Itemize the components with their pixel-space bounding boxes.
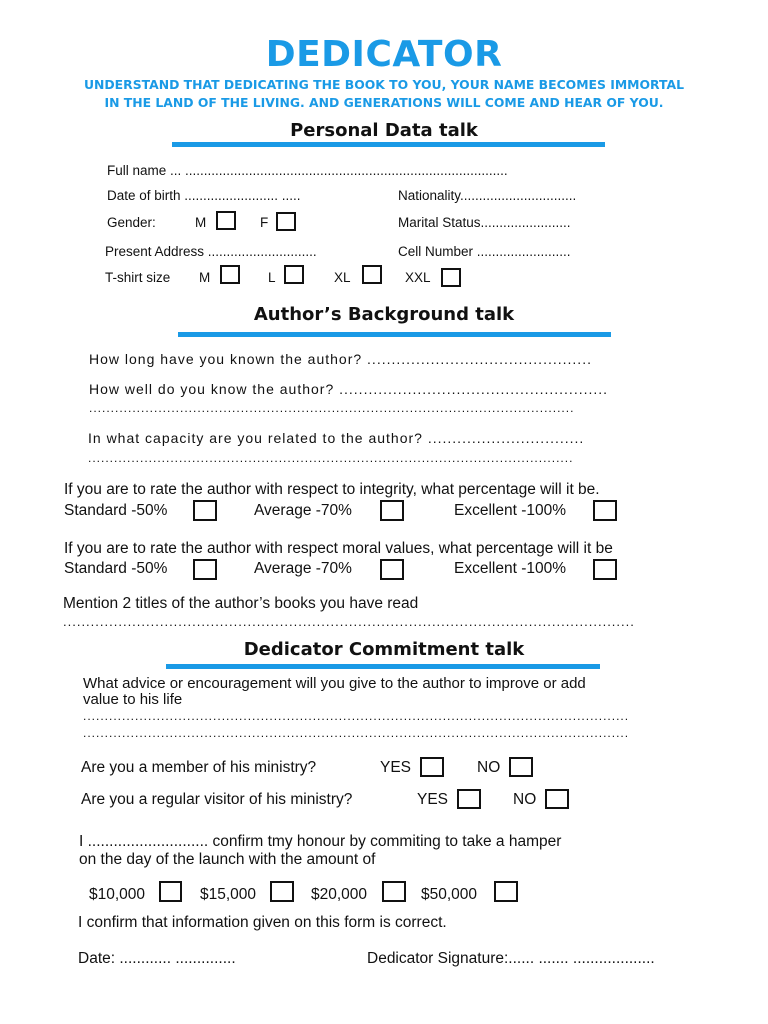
confirm-hamper-line-1[interactable]: I ............................ confirm tmy honour by commiting to take a hamper xyxy=(79,833,562,850)
moral-average-label: Average -70% xyxy=(254,560,352,577)
member-question: Are you a member of his ministry? xyxy=(81,759,317,776)
gender-f-label: F xyxy=(260,215,269,230)
advice-field-line-1[interactable]: .............................................................................................................................. xyxy=(83,709,630,723)
signature-field[interactable]: Dedicator Signature:...... ....... ................... xyxy=(367,950,655,967)
date-field[interactable]: Date: ............ .............. xyxy=(78,950,236,967)
visitor-no-label: NO xyxy=(513,791,537,808)
gender-label: Gender: xyxy=(107,215,156,230)
integrity-excellent-checkbox[interactable] xyxy=(593,500,617,521)
amount-15000-checkbox[interactable] xyxy=(270,881,294,902)
integrity-excellent-label: Excellent -100% xyxy=(454,502,567,519)
moral-excellent-label: Excellent -100% xyxy=(454,560,567,577)
how-well-continuation[interactable]: ................................................................................................................ xyxy=(89,401,575,415)
amount-50000-label: $50,000 xyxy=(421,886,478,903)
capacity-continuation[interactable]: ................................................................................................................ xyxy=(88,451,574,465)
amount-10000-checkbox[interactable] xyxy=(159,881,182,902)
moral-standard-checkbox[interactable] xyxy=(193,559,217,580)
tshirt-size-label: T-shirt size xyxy=(105,270,171,285)
titles-field[interactable]: ............................................................................................................................ xyxy=(63,614,635,629)
gender-f-checkbox[interactable] xyxy=(276,212,296,231)
advice-field-line-2[interactable]: .............................................................................................................................. xyxy=(83,726,630,740)
member-yes-checkbox[interactable] xyxy=(420,757,444,777)
present-address-field[interactable]: Present Address ............................. xyxy=(105,244,317,259)
gender-m-label: M xyxy=(195,215,207,230)
integrity-average-label: Average -70% xyxy=(254,502,352,519)
visitor-no-checkbox[interactable] xyxy=(545,789,569,809)
amount-15000-label: $15,000 xyxy=(200,886,257,903)
size-xl-label: XL xyxy=(334,270,351,285)
amount-10000-label: $10,000 xyxy=(89,886,146,903)
confirm-information: I confirm that information given on this form is correct. xyxy=(78,914,447,931)
personal-heading-rule xyxy=(172,142,605,147)
how-long-field[interactable]: How long have you known the author? .............................................. xyxy=(89,351,592,367)
size-m-label: M xyxy=(199,270,211,285)
visitor-question: Are you a regular visitor of his ministry? xyxy=(81,791,353,808)
confirm-hamper-line-2: on the day of the launch with the amount of xyxy=(79,851,376,868)
amount-20000-label: $20,000 xyxy=(311,886,368,903)
nationality-field[interactable]: Nationality............................... xyxy=(398,188,577,203)
size-l-label: L xyxy=(268,270,276,285)
marital-status-field[interactable]: Marital Status........................ xyxy=(398,215,571,230)
integrity-standard-checkbox[interactable] xyxy=(193,500,217,521)
gender-m-checkbox[interactable] xyxy=(216,211,236,230)
member-no-checkbox[interactable] xyxy=(509,757,533,777)
size-xxl-label: XXL xyxy=(405,270,431,285)
advice-question-line-1: What advice or encouragement will you give to the author to improve or add xyxy=(83,675,586,692)
full-name-field[interactable]: Full name ... ...................................................................................... xyxy=(107,163,508,178)
amount-20000-checkbox[interactable] xyxy=(382,881,406,902)
commitment-heading: Dedicator Commitment talk xyxy=(243,639,525,660)
moral-question: If you are to rate the author with respect moral values, what percentage will it be xyxy=(64,540,613,557)
how-well-field[interactable]: How well do you know the author? ....................................................... xyxy=(89,381,609,397)
integrity-standard-label: Standard -50% xyxy=(64,502,168,519)
integrity-question: If you are to rate the author with respect to integrity, what percentage will it be. xyxy=(64,481,600,498)
amount-50000-checkbox[interactable] xyxy=(494,881,518,902)
size-m-checkbox[interactable] xyxy=(220,265,240,284)
visitor-yes-label: YES xyxy=(417,791,449,808)
member-yes-label: YES xyxy=(380,759,412,776)
size-xxl-checkbox[interactable] xyxy=(441,268,461,287)
member-no-label: NO xyxy=(477,759,501,776)
dob-field[interactable]: Date of birth ......................... ..... xyxy=(107,188,301,203)
form-title: DEDICATOR xyxy=(265,34,503,75)
moral-excellent-checkbox[interactable] xyxy=(593,559,617,580)
subtitle-line-1: UNDERSTAND THAT DEDICATING THE BOOK TO YOU, YOUR NAME BECOMES IMMORTAL xyxy=(83,77,685,92)
subtitle-line-2: IN THE LAND OF THE LIVING. AND GENERATIONS WILL COME AND HEAR OF YOU. xyxy=(104,95,664,110)
integrity-average-checkbox[interactable] xyxy=(380,500,404,521)
size-l-checkbox[interactable] xyxy=(284,265,304,284)
moral-standard-label: Standard -50% xyxy=(64,560,168,577)
advice-question-line-2: value to his life xyxy=(83,691,183,708)
background-heading-rule xyxy=(178,332,611,337)
capacity-field[interactable]: In what capacity are you related to the author? ................................ xyxy=(88,430,585,446)
visitor-yes-checkbox[interactable] xyxy=(457,789,481,809)
personal-data-heading: Personal Data talk xyxy=(290,120,478,141)
background-heading: Author’s Background talk xyxy=(253,304,515,325)
titles-question: Mention 2 titles of the author’s books you have read xyxy=(63,595,419,612)
commitment-heading-rule xyxy=(166,664,600,669)
moral-average-checkbox[interactable] xyxy=(380,559,404,580)
size-xl-checkbox[interactable] xyxy=(362,265,382,284)
cell-number-field[interactable]: Cell Number ......................... xyxy=(398,244,571,259)
